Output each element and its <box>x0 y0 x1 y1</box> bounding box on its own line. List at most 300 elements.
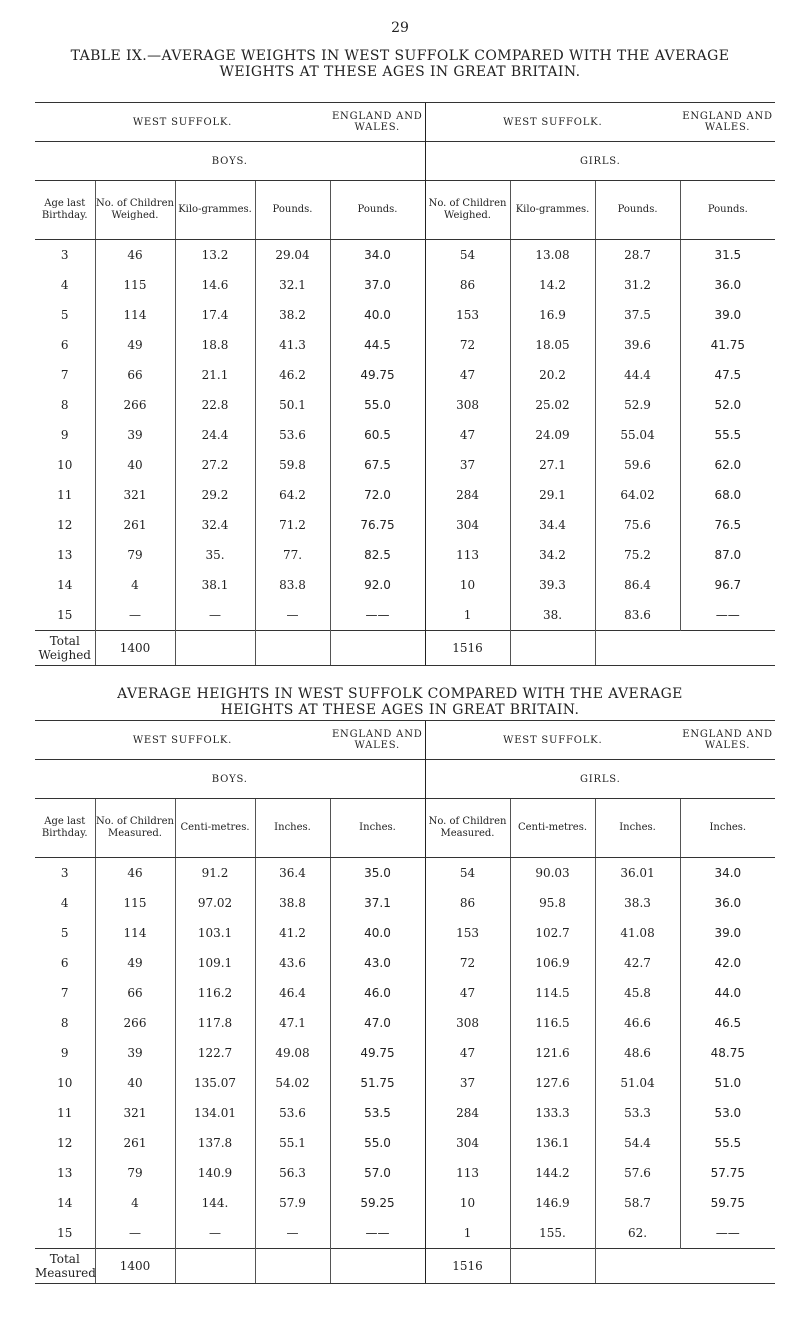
heights-table-row <box>35 1068 775 1098</box>
heights-table-cell: 54 <box>425 858 510 889</box>
heights-table-cell: 40 <box>95 1068 175 1098</box>
heights-table-cell: 54.02 <box>255 1068 330 1098</box>
heights-table-cell: 14 <box>57 1196 73 1210</box>
heights-table-cell: 57.9 <box>255 1188 330 1218</box>
heights-table-cell: 135.07 <box>175 1068 255 1098</box>
heights-table-cell: 36.0 <box>680 888 775 918</box>
weights-table-cell: 76.75 <box>330 510 425 540</box>
weights-table-cell: 14.6 <box>175 270 255 300</box>
heights-table-cell: 47 <box>425 1038 510 1068</box>
heights-table-cell: 133.3 <box>510 1098 595 1128</box>
heights-table-cell: 48.6 <box>595 1038 680 1068</box>
heights-table-cell: 57.0 <box>330 1158 425 1188</box>
heights-table-cell: 127.6 <box>510 1068 595 1098</box>
weights-table-cell: 49 <box>95 330 175 360</box>
weights-table-cell: 153 <box>425 300 510 330</box>
weights-group-header <box>35 103 775 142</box>
weights-table-cell: 261 <box>95 510 175 540</box>
weights-table-cell: 32.1 <box>255 270 330 300</box>
heights-column-header: Centi-metres. <box>175 799 255 858</box>
heights-column-header: No. of Children Measured. <box>95 799 175 858</box>
heights-table-cell: 46.4 <box>255 978 330 1008</box>
weights-table-cell: 77. <box>255 540 330 570</box>
weights-table-cell: 9 <box>60 428 69 442</box>
weights-column-header: Pounds. <box>255 181 330 240</box>
weights-total-girls: 1516 <box>425 631 510 666</box>
weights-table-cell: 86 <box>425 270 510 300</box>
weights-table <box>35 102 775 666</box>
heights-table-cell: 115 <box>95 888 175 918</box>
heights-table-cell: 48.75 <box>680 1038 775 1068</box>
weights-table-cell: 38.1 <box>175 570 255 600</box>
heights-table-cell: 144. <box>175 1188 255 1218</box>
weights-column-header: Pounds. <box>595 181 680 240</box>
weights-table-cell: 49.75 <box>330 360 425 390</box>
heights-table-cell: 36.4 <box>255 858 330 889</box>
heights-table-cell: 7 <box>60 986 69 1000</box>
heights-table-cell: 38.8 <box>255 888 330 918</box>
weights-table-cell: 92.0 <box>330 570 425 600</box>
heights-group-england-wales-girls: ENGLAND AND WALES. <box>680 721 775 760</box>
heights-table-cell: 46 <box>95 858 175 889</box>
heights-table-cell: 6 <box>60 956 69 970</box>
weights-column-header: No. of Children Weighed. <box>95 181 175 240</box>
heights-table-cell: 47 <box>425 978 510 1008</box>
weights-table-row <box>35 300 775 330</box>
weights-title-line-1: TABLE IX.—AVERAGE WEIGHTS IN WEST SUFFOLK COMPARED WITH THE AVERAGE <box>70 48 730 64</box>
weights-group-england-wales-girls: ENGLAND AND WALES. <box>680 103 775 142</box>
weights-table-cell: 3 <box>60 248 69 262</box>
weights-table-cell: 308 <box>425 390 510 420</box>
heights-group-west-suffolk-boys: WEST SUFFOLK. <box>35 721 330 760</box>
weights-table-cell: 34.4 <box>510 510 595 540</box>
heights-table-cell: 58.7 <box>595 1188 680 1218</box>
weights-table-cell: 17.4 <box>175 300 255 330</box>
weights-table-row <box>35 600 775 631</box>
heights-table-cell: 46.0 <box>330 978 425 1008</box>
weights-table-cell: 13.08 <box>510 240 595 271</box>
weights-table-cell: 28.7 <box>595 240 680 271</box>
heights-table-cell: 43.0 <box>330 948 425 978</box>
heights-table-cell: 39 <box>95 1038 175 1068</box>
heights-table-cell: 134.01 <box>175 1098 255 1128</box>
heights-table-cell: 103.1 <box>175 918 255 948</box>
heights-table-cell: 91.2 <box>175 858 255 889</box>
weights-girls-label: GIRLS. <box>425 142 775 181</box>
weights-table-cell: 40.0 <box>330 300 425 330</box>
weights-table-cell: 54 <box>425 240 510 271</box>
heights-table-cell: 266 <box>95 1008 175 1038</box>
heights-table-cell: 44.0 <box>680 978 775 1008</box>
weights-table-cell: 12 <box>57 518 73 532</box>
weights-table-row <box>35 330 775 360</box>
heights-table-cell: 122.7 <box>175 1038 255 1068</box>
weights-table-cell: 40 <box>95 450 175 480</box>
heights-table-cell: 146.9 <box>510 1188 595 1218</box>
weights-column-headers <box>35 181 775 240</box>
weights-table-cell: 62.0 <box>680 450 775 480</box>
heights-column-header: Inches. <box>680 799 775 858</box>
heights-table-cell: 47.0 <box>330 1008 425 1038</box>
heights-table-row <box>35 1128 775 1158</box>
heights-table-cell: 62. <box>595 1218 680 1249</box>
weights-table-cell: 34.2 <box>510 540 595 570</box>
weights-table-cell: 24.09 <box>510 420 595 450</box>
weights-table-cell: 59.6 <box>595 450 680 480</box>
weights-table-cell: 46.2 <box>255 360 330 390</box>
weights-table-cell: 11 <box>57 488 73 502</box>
weights-sex-header <box>35 142 775 181</box>
heights-table-cell: 49.08 <box>255 1038 330 1068</box>
heights-table-cell: 47.1 <box>255 1008 330 1038</box>
weights-table-cell: 44.5 <box>330 330 425 360</box>
heights-column-header: No. of Children Measured. <box>425 799 510 858</box>
heights-column-header: Inches. <box>595 799 680 858</box>
heights-table-cell: 37.1 <box>330 888 425 918</box>
weights-table-cell: 38.2 <box>255 300 330 330</box>
weights-table-cell: 79 <box>95 540 175 570</box>
heights-table-cell: 304 <box>425 1128 510 1158</box>
heights-table-cell: 59.25 <box>330 1188 425 1218</box>
weights-table-cell: 21.1 <box>175 360 255 390</box>
weights-table-cell: 13 <box>57 548 73 562</box>
weights-table-cell: 7 <box>60 368 69 382</box>
heights-table-cell: 284 <box>425 1098 510 1128</box>
heights-sex-header <box>35 760 775 799</box>
heights-table-title <box>40 686 760 718</box>
weights-table-cell: —— <box>680 600 775 631</box>
weights-group-west-suffolk-boys: WEST SUFFOLK. <box>35 103 330 142</box>
weights-table-row <box>35 450 775 480</box>
heights-table-cell: 45.8 <box>595 978 680 1008</box>
heights-column-header: Age last Birthday. <box>35 799 95 858</box>
weights-table-cell: 13.2 <box>175 240 255 271</box>
weights-table-cell: 82.5 <box>330 540 425 570</box>
weights-table-cell: 47 <box>425 360 510 390</box>
weights-table-cell: 47 <box>425 420 510 450</box>
heights-column-header: Centi-metres. <box>510 799 595 858</box>
weights-table-cell: 41.3 <box>255 330 330 360</box>
heights-column-header: Inches. <box>255 799 330 858</box>
heights-table-cell: 66 <box>95 978 175 1008</box>
weights-table-cell: — <box>175 600 255 631</box>
heights-table-cell: 55.0 <box>330 1128 425 1158</box>
weights-table-cell: 86.4 <box>595 570 680 600</box>
heights-table-cell: 55.5 <box>680 1128 775 1158</box>
weights-table-cell: 4 <box>60 278 69 292</box>
weights-table-row <box>35 360 775 390</box>
heights-table-cell: 72 <box>425 948 510 978</box>
heights-table-cell: 54.4 <box>595 1128 680 1158</box>
weights-table-row <box>35 390 775 420</box>
weights-table-cell: 39.6 <box>595 330 680 360</box>
weights-table-cell: 39.3 <box>510 570 595 600</box>
weights-table-cell: 55.0 <box>330 390 425 420</box>
weights-table-cell: 31.2 <box>595 270 680 300</box>
weights-boys-label: BOYS. <box>35 142 425 181</box>
weights-table-cell: 6 <box>60 338 69 352</box>
heights-table-cell: 12 <box>57 1136 73 1150</box>
weights-title-line-2: WEIGHTS AT THESE AGES IN GREAT BRITAIN. <box>219 64 581 80</box>
weights-table-cell: 1 <box>425 600 510 631</box>
heights-table-cell: 117.8 <box>175 1008 255 1038</box>
weights-table-cell: 4 <box>95 570 175 600</box>
heights-table-cell: 10 <box>425 1188 510 1218</box>
heights-table-cell: 51.0 <box>680 1068 775 1098</box>
heights-table-cell: — <box>255 1218 330 1249</box>
weights-table-cell: 25.02 <box>510 390 595 420</box>
heights-table-cell: 11 <box>57 1106 73 1120</box>
weights-table-cell: 50.1 <box>255 390 330 420</box>
heights-total-row <box>35 1249 775 1284</box>
weights-table-cell: 10 <box>425 570 510 600</box>
weights-table-row <box>35 420 775 450</box>
heights-table-cell: 57.6 <box>595 1158 680 1188</box>
weights-column-header: No. of Children Weighed. <box>425 181 510 240</box>
weights-total-boys: 1400 <box>95 631 175 666</box>
weights-group-west-suffolk-girls: WEST SUFFOLK. <box>425 103 680 142</box>
weights-table-row <box>35 570 775 600</box>
heights-table-cell: —— <box>680 1218 775 1249</box>
heights-table-cell: 121.6 <box>510 1038 595 1068</box>
weights-table-cell: 14.2 <box>510 270 595 300</box>
heights-table-cell: 59.75 <box>680 1188 775 1218</box>
weights-table-cell: 27.1 <box>510 450 595 480</box>
heights-table-cell: 37 <box>425 1068 510 1098</box>
weights-table-cell: 37.0 <box>330 270 425 300</box>
weights-table-cell: 10 <box>57 458 73 472</box>
weights-table-cell: 71.2 <box>255 510 330 540</box>
weights-column-header: Age last Birthday. <box>35 181 95 240</box>
heights-table-cell: 56.3 <box>255 1158 330 1188</box>
weights-group-england-wales-boys: ENGLAND AND WALES. <box>330 103 425 142</box>
heights-table-cell: 308 <box>425 1008 510 1038</box>
weights-table-cell: 38. <box>510 600 595 631</box>
heights-column-header: Inches. <box>330 799 425 858</box>
weights-table-cell: 72 <box>425 330 510 360</box>
heights-table-cell: 34.0 <box>680 858 775 889</box>
weights-table-row <box>35 240 775 271</box>
heights-table-cell: 136.1 <box>510 1128 595 1158</box>
heights-table-row <box>35 948 775 978</box>
heights-table-cell: 10 <box>57 1076 73 1090</box>
heights-table-cell: 43.6 <box>255 948 330 978</box>
weights-table-cell: 14 <box>57 578 73 592</box>
weights-table-cell: 64.02 <box>595 480 680 510</box>
heights-table-row <box>35 888 775 918</box>
heights-table-cell: 86 <box>425 888 510 918</box>
heights-table-row <box>35 1218 775 1249</box>
page-number: 29 <box>391 20 409 36</box>
heights-table-cell: 102.7 <box>510 918 595 948</box>
weights-table-cell: 37 <box>425 450 510 480</box>
weights-table-cell: 115 <box>95 270 175 300</box>
weights-table-cell: 52.0 <box>680 390 775 420</box>
heights-table-row <box>35 1158 775 1188</box>
heights-table-cell: 4 <box>95 1188 175 1218</box>
weights-table-cell: 37.5 <box>595 300 680 330</box>
weights-table-cell: 5 <box>60 308 69 322</box>
heights-total-boys: 1400 <box>95 1249 175 1284</box>
weights-table-cell: 66 <box>95 360 175 390</box>
heights-group-west-suffolk-girls: WEST SUFFOLK. <box>425 721 680 760</box>
weights-table-cell: 29.1 <box>510 480 595 510</box>
weights-table-cell: 114 <box>95 300 175 330</box>
heights-table-cell: 36.01 <box>595 858 680 889</box>
heights-table-cell: — <box>175 1218 255 1249</box>
heights-table-row <box>35 858 775 889</box>
weights-column-header: Pounds. <box>680 181 775 240</box>
weights-table-cell: 53.6 <box>255 420 330 450</box>
heights-table-cell: 3 <box>60 866 69 880</box>
weights-table-cell: 46 <box>95 240 175 271</box>
weights-table-body <box>35 240 775 631</box>
weights-table-cell: 39.0 <box>680 300 775 330</box>
weights-table-cell: 22.8 <box>175 390 255 420</box>
heights-table-row <box>35 918 775 948</box>
heights-table-cell: 46.6 <box>595 1008 680 1038</box>
heights-table-cell: 5 <box>60 926 69 940</box>
weights-table-cell: 8 <box>60 398 69 412</box>
weights-table-cell: 36.0 <box>680 270 775 300</box>
weights-table-title <box>40 48 760 80</box>
weights-table-cell: 284 <box>425 480 510 510</box>
weights-table-cell: 59.8 <box>255 450 330 480</box>
heights-table-cell: 13 <box>57 1166 73 1180</box>
heights-table-cell: 90.03 <box>510 858 595 889</box>
heights-table-cell: 51.04 <box>595 1068 680 1098</box>
weights-table-cell: 83.6 <box>595 600 680 631</box>
heights-table-cell: 41.08 <box>595 918 680 948</box>
heights-table-cell: 114 <box>95 918 175 948</box>
heights-table-cell: 137.8 <box>175 1128 255 1158</box>
heights-table-cell: 49.75 <box>330 1038 425 1068</box>
weights-table-cell: 44.4 <box>595 360 680 390</box>
weights-table-cell: — <box>95 600 175 631</box>
weights-table-cell: 15 <box>57 608 73 622</box>
weights-table-cell: 16.9 <box>510 300 595 330</box>
weights-table-cell: 96.7 <box>680 570 775 600</box>
weights-table-cell: 47.5 <box>680 360 775 390</box>
heights-table-row <box>35 1098 775 1128</box>
heights-table-cell: 140.9 <box>175 1158 255 1188</box>
weights-table-row <box>35 480 775 510</box>
heights-table-cell: 116.2 <box>175 978 255 1008</box>
heights-table-cell: 40.0 <box>330 918 425 948</box>
heights-table <box>35 720 775 1284</box>
weights-table-cell: 55.04 <box>595 420 680 450</box>
weights-table-cell: 83.8 <box>255 570 330 600</box>
heights-title-line-1: AVERAGE HEIGHTS IN WEST SUFFOLK COMPARED WITH THE AVERAGE <box>117 686 683 702</box>
heights-table-cell: 35.0 <box>330 858 425 889</box>
heights-total-girls: 1516 <box>425 1249 510 1284</box>
weights-table-cell: 72.0 <box>330 480 425 510</box>
heights-table-cell: 53.6 <box>255 1098 330 1128</box>
weights-table-cell: 18.05 <box>510 330 595 360</box>
weights-table-cell: 32.4 <box>175 510 255 540</box>
heights-table-cell: 46.5 <box>680 1008 775 1038</box>
heights-table-cell: 79 <box>95 1158 175 1188</box>
weights-table-row <box>35 540 775 570</box>
weights-table-cell: 64.2 <box>255 480 330 510</box>
heights-table-cell: 113 <box>425 1158 510 1188</box>
heights-girls-label: GIRLS. <box>425 760 775 799</box>
heights-table-cell: — <box>95 1218 175 1249</box>
weights-table-cell: 24.4 <box>175 420 255 450</box>
weights-table-cell: 75.2 <box>595 540 680 570</box>
heights-table-cell: 42.7 <box>595 948 680 978</box>
weights-table-cell: 304 <box>425 510 510 540</box>
heights-table-cell: 95.8 <box>510 888 595 918</box>
weights-column-header: Kilo-grammes. <box>510 181 595 240</box>
weights-table-cell: 29.04 <box>255 240 330 271</box>
heights-table-cell: 9 <box>60 1046 69 1060</box>
weights-table-row <box>35 510 775 540</box>
heights-group-england-wales-boys: ENGLAND AND WALES. <box>330 721 425 760</box>
heights-table-row <box>35 978 775 1008</box>
heights-table-cell: 49 <box>95 948 175 978</box>
weights-table-cell: 75.6 <box>595 510 680 540</box>
heights-table-cell: 106.9 <box>510 948 595 978</box>
heights-table-cell: 55.1 <box>255 1128 330 1158</box>
heights-table-cell: 53.3 <box>595 1098 680 1128</box>
heights-table-cell: 53.0 <box>680 1098 775 1128</box>
heights-table-cell: 1 <box>425 1218 510 1249</box>
heights-table-cell: 39.0 <box>680 918 775 948</box>
weights-table-cell: 87.0 <box>680 540 775 570</box>
weights-table-cell: 55.5 <box>680 420 775 450</box>
weights-table-cell: 34.0 <box>330 240 425 271</box>
weights-table-cell: 68.0 <box>680 480 775 510</box>
heights-table-cell: 321 <box>95 1098 175 1128</box>
heights-table-cell: 109.1 <box>175 948 255 978</box>
weights-table-cell: 67.5 <box>330 450 425 480</box>
weights-table-cell: 266 <box>95 390 175 420</box>
heights-table-cell: 51.75 <box>330 1068 425 1098</box>
heights-table-cell: 114.5 <box>510 978 595 1008</box>
heights-table-cell: 155. <box>510 1218 595 1249</box>
weights-table-cell: 35. <box>175 540 255 570</box>
weights-table-row <box>35 270 775 300</box>
heights-table-cell: 38.3 <box>595 888 680 918</box>
weights-table-cell: 31.5 <box>680 240 775 271</box>
heights-table-cell: 97.02 <box>175 888 255 918</box>
weights-table-cell: — <box>255 600 330 631</box>
weights-table-cell: 52.9 <box>595 390 680 420</box>
heights-table-cell: 42.0 <box>680 948 775 978</box>
heights-table-cell: 4 <box>60 896 69 910</box>
weights-table-cell: 41.75 <box>680 330 775 360</box>
weights-table-cell: 39 <box>95 420 175 450</box>
weights-table-cell: 113 <box>425 540 510 570</box>
heights-table-cell: 15 <box>57 1226 73 1240</box>
heights-table-row <box>35 1008 775 1038</box>
weights-table-cell: 60.5 <box>330 420 425 450</box>
weights-column-header: Pounds. <box>330 181 425 240</box>
heights-boys-label: BOYS. <box>35 760 425 799</box>
weights-total-row <box>35 631 775 666</box>
weights-table-cell: 29.2 <box>175 480 255 510</box>
weights-table-cell: 76.5 <box>680 510 775 540</box>
heights-table-cell: 153 <box>425 918 510 948</box>
heights-table-row <box>35 1188 775 1218</box>
heights-table-cell: 41.2 <box>255 918 330 948</box>
weights-table-cell: 321 <box>95 480 175 510</box>
heights-table-cell: —— <box>330 1218 425 1249</box>
heights-table-cell: 53.5 <box>330 1098 425 1128</box>
heights-table-cell: 57.75 <box>680 1158 775 1188</box>
heights-table-cell: 261 <box>95 1128 175 1158</box>
